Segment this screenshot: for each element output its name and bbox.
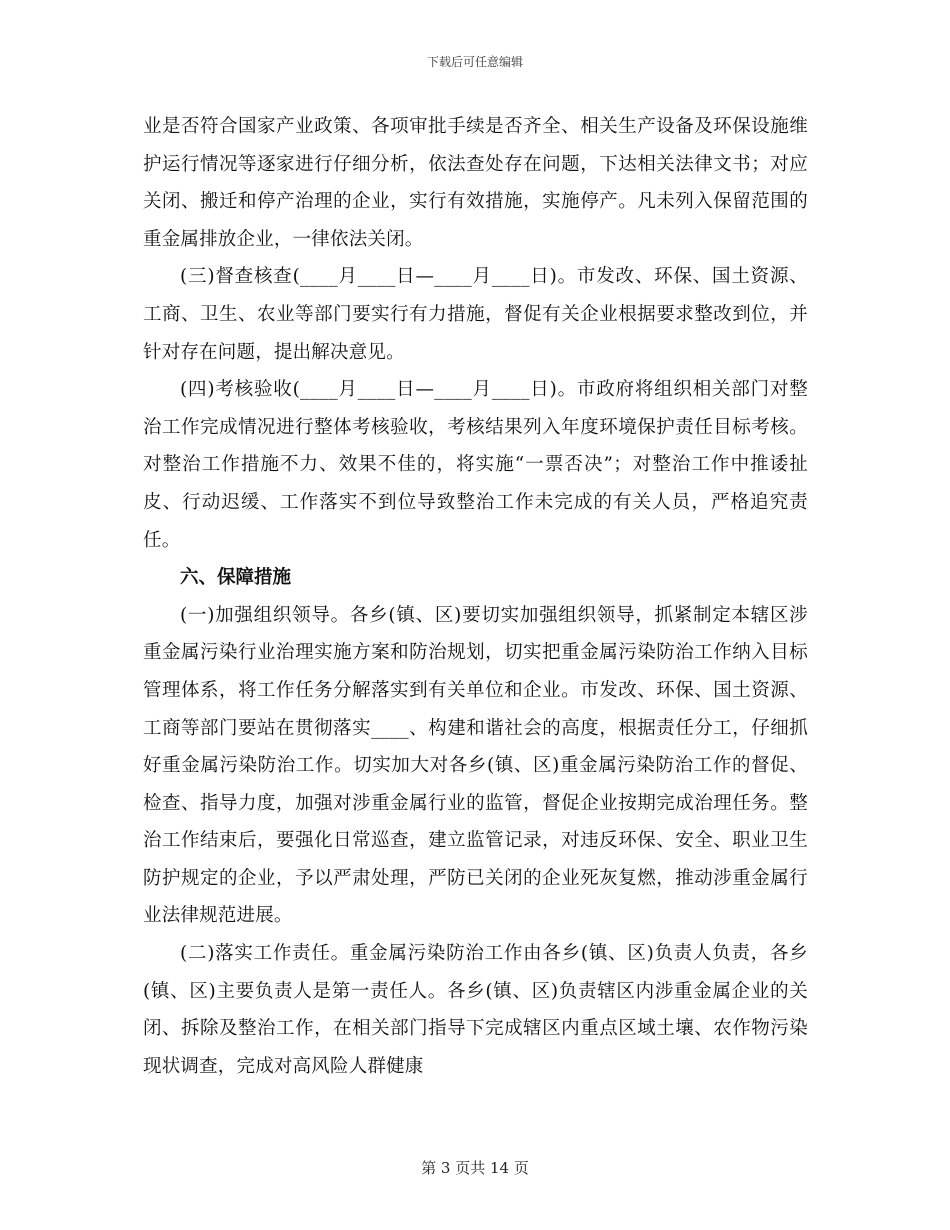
- paragraph-supervision-check: (三)督查核查(____月____日—____月____日)。市发改、环保、国土资源、工商、卫生、农业等部门要实行有力措施，督促有关企业根据要求整改到位，并针对存在问题，提出解决意见。: [143, 266, 808, 363]
- page-number: 第 3 页共 14 页: [421, 1159, 529, 1177]
- document-body: [143, 108, 808, 1085]
- paragraph-assessment-acceptance: (四)考核验收(____月____日—____月____日)。市政府将组织相关部门对整治工作完成情况进行整体考核验收，考核结果列入年度环境保护责任目标考核。对整治工作措施不力、效果不佳的，将实施“一票否决”；对整治工作中推诿扯皮、行动迟缓、工作落实不到位导致整治工作未完成的有关人员，严格追究责任。: [143, 379, 808, 551]
- section-heading-safeguards: 六、保障措施: [180, 567, 292, 589]
- paragraph-organizational-leadership: (一)加强组织领导。各乡(镇、区)要切实加强组织领导，抓紧制定本辖区涉重金属污染行业治理实施方案和防治规划，切实把重金属污染防治工作纳入目标管理体系，将工作任务分解落实到有关单位和企业。市发改、环保、国土资源、工商等部门要站在贯彻落实____、构建和谐社会的高度，根据责任分工，仔细抓好重金属污染防治工作。切实加大对各乡(镇、区)重金属污染防治工作的督促、检查、指导力度，加强对涉重金属行业的监管，督促企业按期完成治理任务。整治工作结束后，要强化日常巡查，建立监管记录，对违反环保、安全、职业卫生防护规定的企业，予以严肃处理，严防已关闭的企业死灰复燃，推动涉重金属行业法律规范进展。: [143, 604, 808, 927]
- paragraph-work-responsibility: (二)落实工作责任。重金属污染防治工作由各乡(镇、区)负责人负责，各乡(镇、区)主要负责人是第一责任人。各乡(镇、区)负责辖区内涉重金属企业的关闭、拆除及整治工作，在相关部门指导下完成辖区内重点区域土壤、农作物污染现状调查，完成对高风险人群健康: [143, 943, 808, 1077]
- page-header: 下载后可任意编辑: [426, 55, 523, 69]
- paragraph-continuation: 业是否符合国家产业政策、各项审批手续是否齐全、相关生产设备及环保设施维护运行情况等逐家进行仔细分析，依法查处存在问题，下达相关法律文书；对应关闭、搬迁和停产治理的企业，实行有效措施，实施停产。凡未列入保留范围的重金属排放企业，一律依法关闭。: [143, 116, 808, 250]
